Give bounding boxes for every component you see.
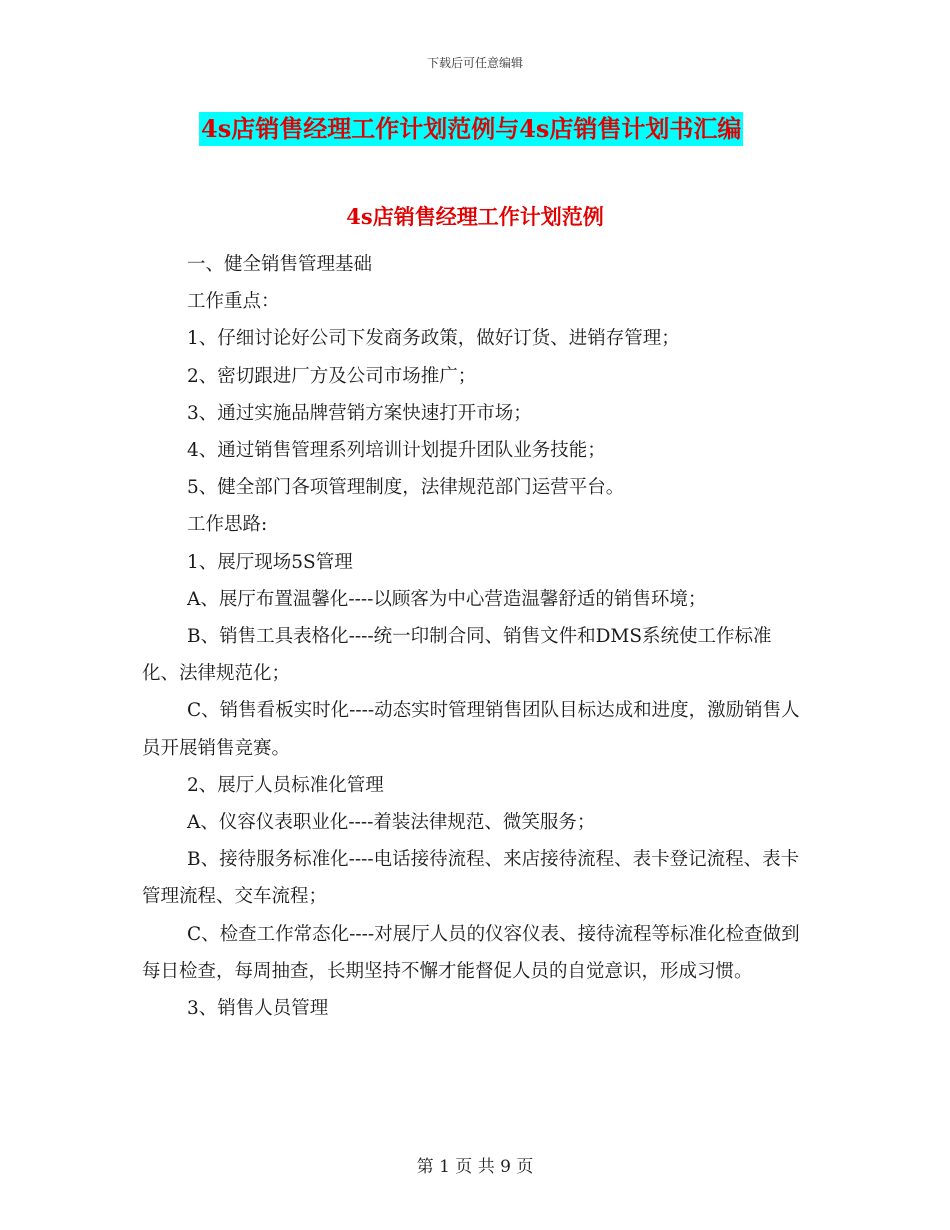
paragraph: 1、展厅现场5S管理 xyxy=(187,551,353,573)
paragraph: 2、密切跟进厂方及公司市场推广； xyxy=(187,365,477,387)
page-footer: 第 1 页 共 9 页 xyxy=(416,1157,534,1177)
paragraph: 5、健全部门各项管理制度，法律规范部门运营平台。 xyxy=(187,477,625,499)
paragraph: A、仪容仪表职业化----着装法律规范、微笑服务； xyxy=(187,812,596,834)
paragraph: 3、销售人员管理 xyxy=(187,998,329,1020)
paragraph: A、展厅布置温馨化----以顾客为中心营造温馨舒适的销售环境； xyxy=(187,588,707,610)
section-title: 4s店销售经理工作计划范例 xyxy=(346,204,604,229)
paragraph: 一、健全销售管理基础 xyxy=(187,254,373,275)
paragraph: B、接待服务标准化----电话接待流程、来店接待流程、表卡登记流程、表卡管理流程、交车流程； xyxy=(142,849,800,908)
paragraph: C、销售看板实时化----动态实时管理销售团队目标达成和进度，激励销售人员开展销售竞赛。 xyxy=(142,700,800,759)
paragraph: 2、展厅人员标准化管理 xyxy=(187,774,384,796)
paragraph: B、销售工具表格化----统一印制合同、销售文件和DMS系统使工作标准化、法律规范化； xyxy=(142,626,772,685)
paragraph: 3、通过实施品牌营销方案快速打开市场； xyxy=(187,402,532,424)
document-body xyxy=(142,246,808,1027)
document-title: 4s店销售经理工作计划范例与4s店销售计划书汇编 xyxy=(199,112,743,146)
paragraph: C、检查工作常态化----对展厅人员的仪容仪表、接待流程等标准化检查做到每日检查，每周抽查，长期坚持不懈才能督促人员的自觉意识，形成习惯。 xyxy=(142,923,800,982)
paragraph: 4、通过销售管理系列培训计划提升团队业务技能； xyxy=(187,440,606,462)
header-note: 下载后可任意编辑 xyxy=(426,56,523,70)
paragraph: 1、仔细讨论好公司下发商务政策，做好订货、进销存管理； xyxy=(187,328,680,350)
paragraph: 工作重点： xyxy=(187,291,280,313)
paragraph: 工作思路: xyxy=(187,514,268,536)
